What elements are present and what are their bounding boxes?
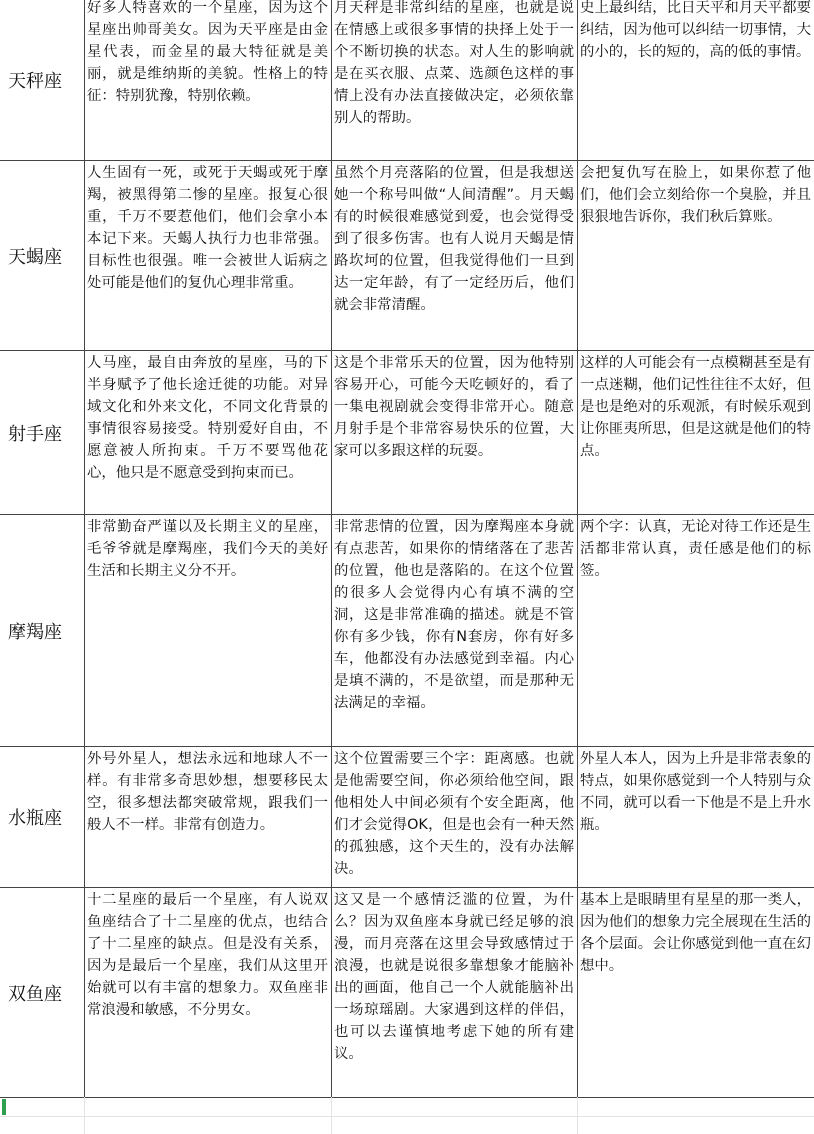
- sign-label: 天蝎座: [8, 246, 62, 268]
- description-cell[interactable]: [331, 515, 577, 746]
- description-cell[interactable]: [577, 888, 814, 1097]
- description-cell[interactable]: [331, 0, 577, 160]
- description-cell[interactable]: [577, 161, 814, 350]
- cell-text: 基本上是眼睛里有星星的那一类人，因为他们的想象力完全展现在生活的各个层面。会让你感觉到他一直在幻想中。: [580, 892, 811, 974]
- sign-label: 射手座: [8, 423, 62, 445]
- description-cell[interactable]: [577, 351, 814, 514]
- description-cell[interactable]: [84, 888, 331, 1097]
- cell-text: 两个字：认真，无论对待工作还是生活都非常认真，责任感是他们的标签。: [580, 519, 811, 579]
- sign-cell[interactable]: [0, 515, 84, 746]
- row-divider: [0, 1097, 814, 1098]
- cell-text: 人马座，最自由奔放的星座，马的下半身赋予了他长途迁徙的功能。对异域文化和外来文化，不同文化背景的事情很容易接受。特别爱好自由，不愿意被人所拘束。千万不要骂他花心，他只是不愿意受到拘束而已。: [87, 355, 328, 481]
- description-cell[interactable]: [577, 747, 814, 887]
- cell-text: 这样的人可能会有一点模糊甚至是有一点迷糊，他们记性往往不太好，但是也是绝对的乐观派，有时候乐观到让你匪夷所思，但是这就是他们的特点。: [580, 355, 811, 459]
- description-cell[interactable]: [84, 161, 331, 350]
- description-cell[interactable]: [84, 351, 331, 514]
- description-cell[interactable]: [84, 0, 331, 160]
- cell-text: 人生固有一死，或死于天蝎或死于摩羯，被黑得第二惨的星座。报复心很重，千万不要惹他们，他们会拿小本本记下来。天蝎人执行力也非常强。目标性也很强。唯一会被世人诟病之处可能是他们的复仇心理非常重。: [87, 165, 328, 291]
- sign-label: 摩羯座: [8, 621, 62, 643]
- description-cell[interactable]: [331, 888, 577, 1097]
- empty-col-gridline: [331, 1097, 332, 1134]
- description-cell[interactable]: [331, 747, 577, 887]
- sign-cell[interactable]: [0, 888, 84, 1097]
- description-cell[interactable]: [84, 515, 331, 746]
- sign-cell[interactable]: [0, 0, 84, 160]
- description-cell[interactable]: [331, 351, 577, 514]
- cell-text: 这是个非常乐天的位置，因为他特别容易开心，可能今天吃顿好的，看了一集电视剧就会变得非常开心。随意月射手是个非常容易快乐的位置，大家可以多跟这样的玩耍。: [334, 355, 574, 459]
- sign-label: 天秤座: [8, 71, 62, 92]
- cell-text: 非常勤奋严谨以及长期主义的星座，毛爷爷就是摩羯座，我们今天的美好生活和长期主义分不开。: [87, 519, 328, 579]
- cell-text: 史上最纠结，比日天平和月天平都要纠结，因为他可以纠结一切事情，大的小的，长的短的，高的低的事情。: [580, 0, 811, 60]
- empty-col-gridline: [84, 1097, 85, 1134]
- cell-text: 月天秤是非常纠结的星座，也就是说在情感上或很多事情的抉择上处于一个不断切换的状态。对人生的影响就是在买衣服、点菜、选颜色这样的事情上没有办法直接做决定，必须依靠别人的帮助。: [334, 0, 574, 126]
- cell-text: 好多人特喜欢的一个星座，因为这个星座出帅哥美女。因为天平座是由金星代表，而金星的最大特征就是美丽，就是维纳斯的美貌。性格上的特征：特别犹豫，特别依赖。: [87, 0, 328, 104]
- description-cell[interactable]: [331, 161, 577, 350]
- sign-label: 双鱼座: [8, 983, 62, 1005]
- cell-text: 这又是一个感情泛滥的位置，为什么？因为双鱼座本身就已经足够的浪漫，而月亮落在这里会导致感情过于浪漫，也就是说很多靠想象才能脑补出的画面，他自己一个人就能脑补出一场琼瑶剧。大家遇到这样的伴侣，也可以去谨慎地考虑下她的所有建议。: [334, 892, 574, 1062]
- cell-text: 这个位置需要三个字：距离感。也就是他需要空间，你必须给他空间，跟他相处人中间必须有个安全距离，他们才会觉得OK，但是也会有一种天然的孤独感，这个天生的，没有办法解决。: [334, 751, 574, 877]
- cell-text: 会把复仇写在脸上，如果你惹了他们，他们会立刻给你一个臭脸，并且狠狠地告诉你，我们秋后算账。: [580, 165, 811, 225]
- table-row: [0, 888, 814, 1097]
- description-cell[interactable]: [577, 0, 814, 160]
- sign-cell[interactable]: [0, 161, 84, 350]
- description-cell[interactable]: [577, 515, 814, 746]
- selection-marker: [2, 1099, 6, 1115]
- table-row: [0, 515, 814, 746]
- table-row: [0, 747, 814, 887]
- cell-text: 外号外星人，想法永远和地球人不一样。有非常多奇思妙想，想要移民太空，很多想法都突破常规，跟我们一般人不一样。非常有创造力。: [87, 751, 328, 833]
- sign-cell[interactable]: [0, 351, 84, 514]
- table-row: [0, 0, 814, 160]
- table-row: [0, 161, 814, 350]
- sign-label: 水瓶座: [8, 808, 62, 829]
- cell-text: 非常悲情的位置，因为摩羯座本身就有点悲苦，如果你的情绪落在了悲苦的位置，他也是落陷的。在这个位置的很多人会觉得内心有填不满的空洞，这是非常准确的描述。就是不管你有多少钱，你有N套房，你有好多车，他都没有办法感觉到幸福。内心是填不满的，不是欲望，而是那种无法满足的幸福。: [334, 519, 574, 711]
- empty-row-gridline: [0, 1116, 814, 1117]
- empty-col-gridline: [577, 1097, 578, 1134]
- description-cell[interactable]: [84, 747, 331, 887]
- cell-text: 十二星座的最后一个星座，有人说双鱼座结合了十二星座的优点，也结合了十二星座的缺点。但是没有关系，因为是最后一个星座，我们从这里开始就可以有丰富的想象力。双鱼座非常浪漫和敏感，不分男女。: [87, 892, 328, 1018]
- sign-cell[interactable]: [0, 747, 84, 887]
- cell-text: 虽然个月亮落陷的位置，但是我想送她一个称号叫做“人间清醒”。月天蝎有的时候很难感觉到爱，也会觉得受到了很多伤害。也有人说月天蝎是情路坎坷的位置，但我觉得他们一旦到达一定年龄，有了一定经历后，他们就会非常清醒。: [334, 165, 574, 313]
- cell-text: 外星人本人，因为上升是非常表象的特点，如果你感觉到一个人特别与众不同，就可以看一下他是不是上升水瓶。: [580, 751, 811, 833]
- table-row: [0, 351, 814, 514]
